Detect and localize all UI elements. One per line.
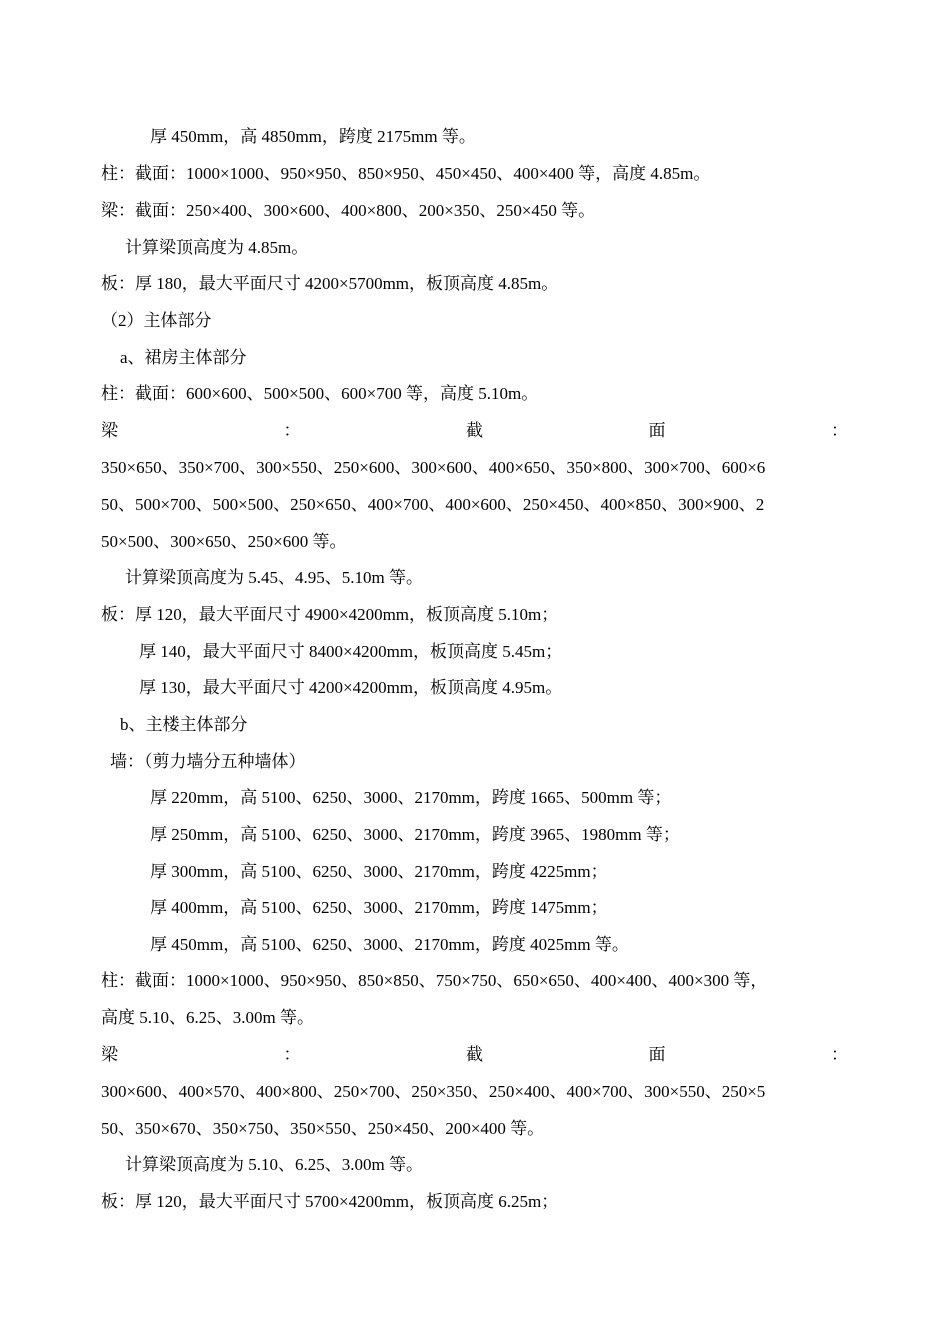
text-line: 板：厚 120，最大平面尺寸 4900×4200mm，板顶高度 5.10m； <box>101 605 559 624</box>
heading-char: ： <box>831 421 848 440</box>
heading-char: 截 <box>466 1045 483 1064</box>
text-line: 厚 400mm，高 5100、6250、3000、2170mm，跨度 1475mm； <box>150 898 608 917</box>
text-line: 板：厚 180，最大平面尺寸 4200×5700mm，板顶高度 4.85m。 <box>101 274 559 293</box>
text-line: 厚 300mm，高 5100、6250、3000、2170mm，跨度 4225mm； <box>150 862 608 881</box>
text-line: 计算梁顶高度为 5.10、6.25、3.00m 等。 <box>125 1155 423 1174</box>
text-line: 柱：截面：1000×1000、950×950、850×850、750×750、650×650、400×400、400×300 等， <box>101 971 768 990</box>
text-line: 高度 5.10、6.25、3.00m 等。 <box>101 1008 314 1027</box>
heading-char: 梁 <box>101 1045 118 1064</box>
heading-char: ： <box>831 1045 848 1064</box>
heading-char: 面 <box>648 1045 666 1064</box>
text-line: 厚 140，最大平面尺寸 8400×4200mm，板顶高度 5.45m； <box>139 642 563 661</box>
text-line: 柱：截面：600×600、500×500、600×700 等，高度 5.10m。 <box>101 384 539 403</box>
heading-char: 面 <box>648 421 666 440</box>
text-line: 50×500、300×650、250×600 等。 <box>101 532 347 551</box>
beam-section-heading <box>101 1045 848 1065</box>
subsection-heading: a、裙房主体部分 <box>120 348 247 367</box>
text-line: 350×650、350×700、300×550、250×600、300×600、400×650、350×800、300×700、600×6 <box>101 458 766 477</box>
text-line: 厚 250mm，高 5100、6250、3000、2170mm，跨度 3965、1980mm 等； <box>150 825 680 844</box>
text-line: 厚 130，最大平面尺寸 4200×4200mm，板顶高度 4.95m。 <box>139 678 563 697</box>
text-line: 墙：（剪力墙分五种墙体） <box>110 752 306 771</box>
text-line: 50、350×670、350×750、350×550、250×450、200×400 等。 <box>101 1119 545 1138</box>
heading-char: 梁 <box>101 421 118 440</box>
text-line: 厚 220mm，高 5100、6250、3000、2170mm，跨度 1665、500mm 等； <box>150 788 672 807</box>
beam-section-heading <box>101 421 848 441</box>
text-line: 梁：截面：250×400、300×600、400×800、200×350、250×450 等。 <box>101 201 596 220</box>
text-line: 计算梁顶高度为 4.85m。 <box>125 238 309 257</box>
text-line: 计算梁顶高度为 5.45、4.95、5.10m 等。 <box>125 568 423 587</box>
heading-char: ： <box>283 421 301 440</box>
section-heading: （2）主体部分 <box>101 311 212 330</box>
heading-char: 截 <box>466 421 483 440</box>
text-line: 50、500×700、500×500、250×650、400×700、400×600、250×450、400×850、300×900、2 <box>101 495 765 514</box>
text-line: 厚 450mm，高 4850mm，跨度 2175mm 等。 <box>150 127 476 146</box>
text-line: 300×600、400×570、400×800、250×700、250×350、250×400、400×700、300×550、250×5 <box>101 1082 766 1101</box>
text-line: 柱：截面：1000×1000、950×950、850×950、450×450、400×400 等，高度 4.85m。 <box>101 164 711 183</box>
text-line: 厚 450mm，高 5100、6250、3000、2170mm，跨度 4025mm 等。 <box>150 935 629 954</box>
text-line: 板：厚 120，最大平面尺寸 5700×4200mm，板顶高度 6.25m； <box>101 1192 559 1211</box>
heading-char: ： <box>283 1045 301 1064</box>
subsection-heading: b、主楼主体部分 <box>120 715 248 734</box>
